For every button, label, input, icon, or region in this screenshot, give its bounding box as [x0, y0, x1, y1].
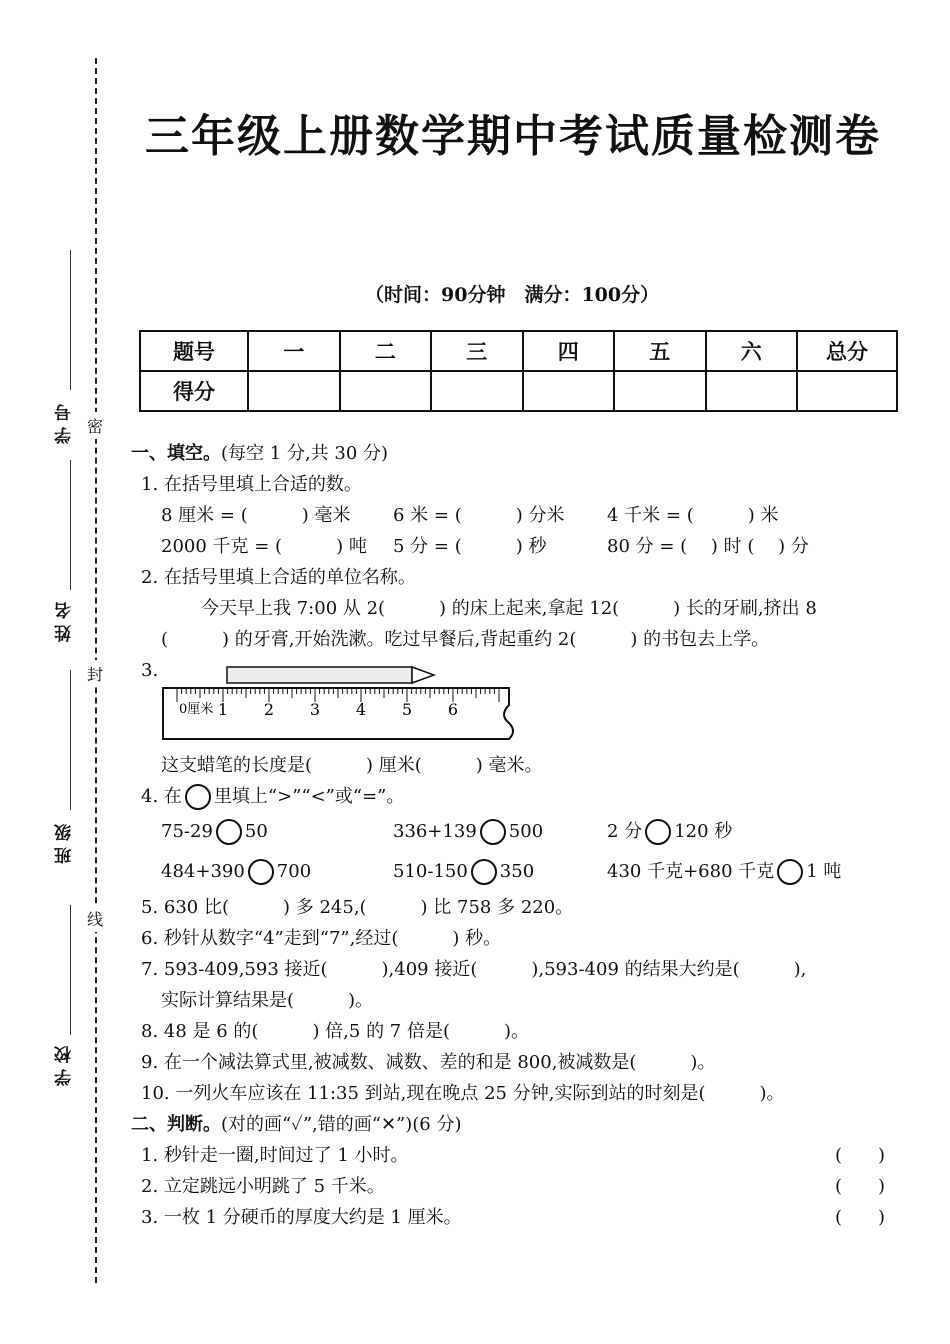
- compare-item: [393, 852, 534, 892]
- compare-left: 430 千克+680 千克: [607, 861, 775, 882]
- ruler-label-zero: 0厘米: [179, 702, 214, 717]
- q1-blank[interactable]: 8 厘米 = ( ) 毫米: [161, 505, 351, 526]
- student-id-line: [70, 250, 71, 390]
- compare-circle[interactable]: [480, 819, 506, 845]
- header-cell: 六: [706, 331, 798, 371]
- compare-left: 2 分: [607, 821, 643, 842]
- compare-right: 350: [499, 861, 535, 882]
- ruler-label: 5: [401, 700, 413, 719]
- compare-right: 500: [508, 821, 544, 842]
- class-line: [70, 670, 71, 810]
- q8[interactable]: 8. 48 是 6 的( ) 倍,5 的 7 倍是( )。: [141, 1021, 530, 1042]
- compare-circle[interactable]: [248, 859, 274, 885]
- compare-circle[interactable]: [216, 819, 242, 845]
- judge-item: [131, 1140, 901, 1171]
- ruler-figure: [159, 655, 559, 750]
- compare-item: [161, 852, 311, 892]
- q1-row1: [131, 500, 901, 531]
- q3-block: [131, 655, 901, 750]
- section1-heading-line: [131, 438, 901, 469]
- judge-answer-paren[interactable]: ( ): [834, 1145, 885, 1166]
- ruler-label: 4: [355, 700, 367, 719]
- compare-right: 700: [276, 861, 312, 882]
- header-cell: 三: [431, 331, 523, 371]
- judge-text: 1. 秒针走一圈,时间过了 1 小时。: [141, 1145, 409, 1166]
- q9[interactable]: 9. 在一个减法算式里,被减数、减数、差的和是 800,被减数是( )。: [141, 1052, 716, 1073]
- crayon-tip: [412, 667, 434, 683]
- section2-heading: 二、判断。: [131, 1114, 221, 1135]
- compare-right: 1 吨: [806, 861, 842, 882]
- score-cell[interactable]: [431, 371, 523, 411]
- score-cell[interactable]: [523, 371, 615, 411]
- q1-blank[interactable]: 5 分 = ( ) 秒: [393, 536, 547, 557]
- compare-item: [607, 852, 841, 892]
- cut-mark-mi: 密: [87, 412, 103, 439]
- q1-blank[interactable]: 4 千米 = ( ) 米: [607, 505, 779, 526]
- judge-text: 3. 一枚 1 分硬币的厚度大约是 1 厘米。: [141, 1207, 462, 1228]
- circle-icon: [185, 784, 211, 810]
- compare-right: 50: [244, 821, 268, 842]
- judge-text: 2. 立定跳远小明跳了 5 千米。: [141, 1176, 385, 1197]
- score-cell[interactable]: [797, 371, 897, 411]
- q3-answer[interactable]: 这支蜡笔的长度是( ) 厘米( ) 毫米。: [161, 755, 543, 776]
- q2-stem: 2. 在括号里填上合适的单位名称。: [141, 567, 416, 588]
- score-table: [139, 330, 898, 412]
- score-cell[interactable]: [614, 371, 706, 411]
- ruler-label: 2: [263, 700, 275, 719]
- page-title: 三年级上册数学期中考试质量检测卷: [145, 111, 881, 162]
- q1-row2: [131, 531, 901, 562]
- name-label: 姓名: [55, 596, 75, 642]
- compare-item: [393, 812, 543, 852]
- ruler-label: 6: [447, 700, 459, 719]
- score-cell[interactable]: [340, 371, 432, 411]
- score-table-score-row: [140, 371, 897, 411]
- school-label: 学校: [55, 1040, 75, 1086]
- judge-answer-paren[interactable]: ( ): [834, 1207, 885, 1228]
- q6[interactable]: 6. 秒针从数字“4”走到“7”,经过( ) 秒。: [141, 928, 502, 949]
- q10[interactable]: 10. 一列火车应该在 11:35 到站,现在晚点 25 分钟,实际到站的时刻是( )。: [141, 1083, 785, 1104]
- q3-number: 3.: [141, 660, 159, 681]
- q5[interactable]: 5. 630 比( ) 多 245,( ) 比 758 多 220。: [141, 897, 574, 918]
- q4-row2: [131, 852, 901, 892]
- ruler-label: 1: [217, 700, 229, 719]
- q7-line1[interactable]: 7. 593-409,593 接近( ),409 接近( ),593-409 的结果大约是( ),: [141, 959, 807, 980]
- class-label: 班级: [55, 818, 75, 864]
- compare-circle[interactable]: [777, 859, 803, 885]
- section2-heading-line: [131, 1109, 901, 1140]
- compare-left: 484+390: [161, 861, 245, 882]
- section1-heading: 一、填空。: [131, 443, 221, 464]
- header-cell: 题号: [140, 331, 248, 371]
- student-id-label: 学号: [55, 398, 75, 444]
- header-cell: 一: [248, 331, 340, 371]
- q4-stem-b: 里填上“>”“<”或“=”。: [213, 786, 405, 807]
- q1-blank[interactable]: 80 分 = ( ) 时 ( ) 分: [607, 536, 809, 557]
- judge-answer-paren[interactable]: ( ): [834, 1176, 885, 1197]
- exam-info: （时间：90分钟 满分：100分）: [365, 284, 660, 306]
- q4-row1: [131, 812, 901, 852]
- score-cell[interactable]: [248, 371, 340, 411]
- header-cell: 二: [340, 331, 432, 371]
- q4-stem-a: 4. 在: [141, 786, 182, 807]
- score-row-label: 得分: [140, 371, 248, 411]
- crayon-body: [227, 667, 412, 683]
- q1-blank[interactable]: 6 米 = ( ) 分米: [393, 505, 565, 526]
- compare-left: 75-29: [161, 821, 213, 842]
- header-cell: 总分: [797, 331, 897, 371]
- compare-item: [161, 812, 268, 852]
- name-line: [70, 460, 71, 590]
- exam-content: [131, 438, 901, 1233]
- compare-circle[interactable]: [471, 859, 497, 885]
- compare-left: 336+139: [393, 821, 477, 842]
- compare-left: 510-150: [393, 861, 468, 882]
- compare-item: [607, 812, 732, 852]
- q2-line1[interactable]: 今天早上我 7:00 从 2( ) 的床上起来,拿起 12( ) 长的牙刷,挤出 8: [201, 598, 817, 619]
- q4-stem: [131, 781, 901, 812]
- ruler-label: 3: [309, 700, 321, 719]
- section1-note: (每空 1 分,共 30 分): [221, 443, 389, 464]
- score-cell[interactable]: [706, 371, 798, 411]
- score-table-header-row: [140, 331, 897, 371]
- compare-circle[interactable]: [645, 819, 671, 845]
- cut-mark-xian: 线: [87, 905, 103, 932]
- compare-right: 120 秒: [674, 821, 733, 842]
- header-cell: 五: [614, 331, 706, 371]
- judge-item: [131, 1202, 901, 1233]
- school-line: [70, 905, 71, 1035]
- q2-line2[interactable]: ( ) 的牙膏,开始洗漱。吃过早餐后,背起重约 2( ) 的书包去上学。: [161, 629, 770, 650]
- q1-blank[interactable]: 2000 千克 = ( ) 吨: [161, 536, 367, 557]
- q1-stem: 1. 在括号里填上合适的数。: [141, 474, 362, 495]
- q7-line2[interactable]: 实际计算结果是( )。: [161, 990, 374, 1011]
- header-cell: 四: [523, 331, 615, 371]
- judge-item: [131, 1171, 901, 1202]
- section2-note: (对的画“✓”,错的画“✕”)(6 分): [221, 1114, 462, 1135]
- cut-mark-feng: 封: [87, 660, 103, 687]
